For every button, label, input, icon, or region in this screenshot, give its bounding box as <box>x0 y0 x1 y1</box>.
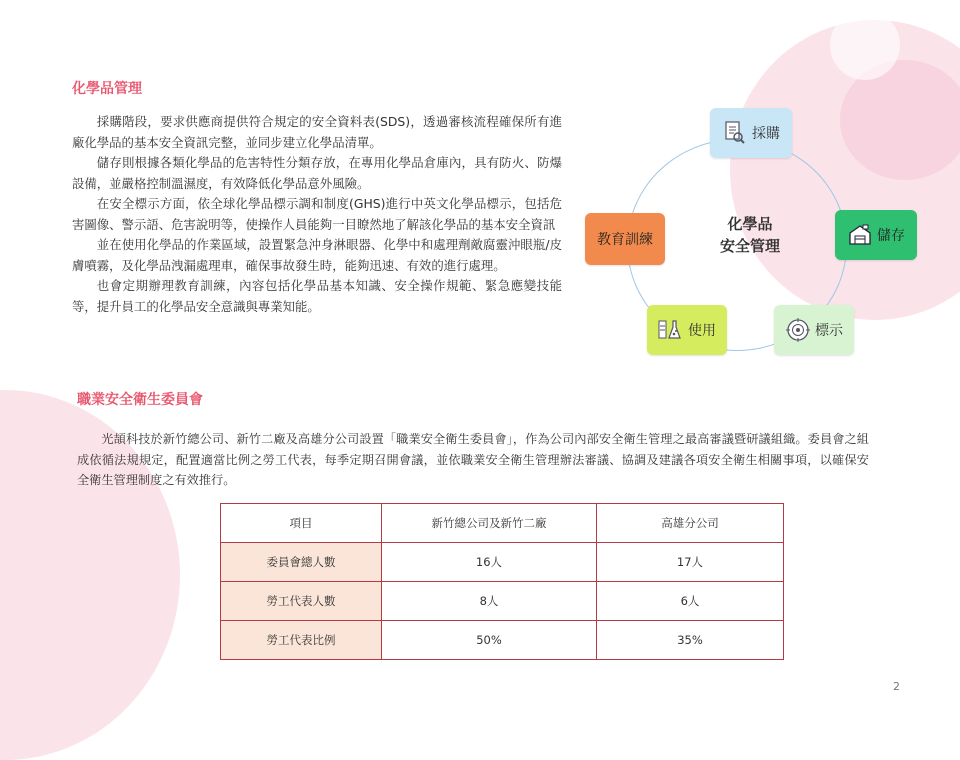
cycle-item-usage <box>647 305 727 355</box>
cycle-label-usage: 使用 <box>688 323 716 339</box>
cycle-label-training: 教育訓練 <box>597 232 653 248</box>
chemical-flask-icon <box>658 317 684 343</box>
warehouse-icon <box>847 222 873 248</box>
cycle-item-storage <box>835 210 917 260</box>
table-cell: 17人 <box>597 543 784 582</box>
cycle-item-labeling <box>774 305 854 355</box>
chem-paragraph-labeling: 在安全標示方面，依全球化學品標示調和制度(GHS)進行中英文化學品標示，包括危害圖像、警示語、危害說明等，使操作人員能夠一目瞭然地了解該化學品的基本安全資訊 <box>72 196 562 232</box>
table-cell: 50% <box>382 621 597 660</box>
committee-table <box>220 503 784 660</box>
page-number: 2 <box>893 680 900 693</box>
table-cell: 6人 <box>597 582 784 621</box>
table-header-cell: 新竹總公司及新竹二廠 <box>382 504 597 543</box>
table-header-cell: 項目 <box>221 504 382 543</box>
document-search-icon <box>722 120 748 146</box>
committee-body <box>77 429 869 491</box>
table-cell: 16人 <box>382 543 597 582</box>
cycle-center-line2: 安全管理 <box>719 237 780 255</box>
chem-management-heading: 化學品管理 <box>72 81 142 97</box>
table-header-cell: 高雄分公司 <box>597 504 784 543</box>
cycle-item-training <box>585 213 665 265</box>
table-row <box>221 543 784 582</box>
target-label-icon <box>785 317 811 343</box>
cycle-item-purchase <box>710 108 792 158</box>
chem-paragraph-usage: 並在使用化學品的作業區域，設置緊急沖身淋眼器、化學中和處理劑敵腐靈沖眼瓶/皮膚噴霧，及化學品洩漏處理車，確保事故發生時，能夠迅速、有效的進行處理。 <box>72 237 562 273</box>
table-row-header: 勞工代表人數 <box>221 582 382 621</box>
table-row-header: 勞工代表比例 <box>221 621 382 660</box>
cycle-label-labeling: 標示 <box>815 323 843 339</box>
decorative-blob-right-highlight <box>830 10 900 80</box>
cycle-label-purchase: 採購 <box>752 126 780 142</box>
chem-paragraph-purchase: 採購階段，要求供應商提供符合規定的安全資料表(SDS)，透過審核流程確保所有進廠化學品的基本安全資訊完整，並同步建立化學品清單。 <box>72 114 562 150</box>
table-row <box>221 582 784 621</box>
table-row-header: 委員會總人數 <box>221 543 382 582</box>
cycle-center-line1: 化學品 <box>727 215 773 233</box>
table-cell: 8人 <box>382 582 597 621</box>
chem-paragraph-storage: 儲存則根據各類化學品的危害特性分類存放，在專用化學品倉庫內，具有防火、防爆設備，並嚴格控制溫濕度，有效降低化學品意外風險。 <box>72 155 562 191</box>
committee-paragraph: 光頡科技於新竹總公司、新竹二廠及高雄分公司設置「職業安全衛生委員會」，作為公司內部安全衛生管理之最高審議暨研議組織。委員會之組成依循法規規定，配置適當比例之勞工代表，每季定期召開會議，並依職業安全衛生管理辦法審議、協調及建議各項安全衛生相關事項，以確保安全衛生管理制度之有效推行。 <box>77 432 869 487</box>
table-cell: 35% <box>597 621 784 660</box>
committee-heading: 職業安全衛生委員會 <box>77 392 203 408</box>
cycle-center-title <box>690 213 810 257</box>
table-header-row <box>221 504 784 543</box>
chem-paragraph-training: 也會定期辦理教育訓練，內容包括化學品基本知識、安全操作規範、緊急應變技能等，提升員工的化學品安全意識與專業知能。 <box>72 278 562 314</box>
cycle-label-storage: 儲存 <box>877 228 905 244</box>
chem-management-body <box>72 112 562 317</box>
table-row <box>221 621 784 660</box>
